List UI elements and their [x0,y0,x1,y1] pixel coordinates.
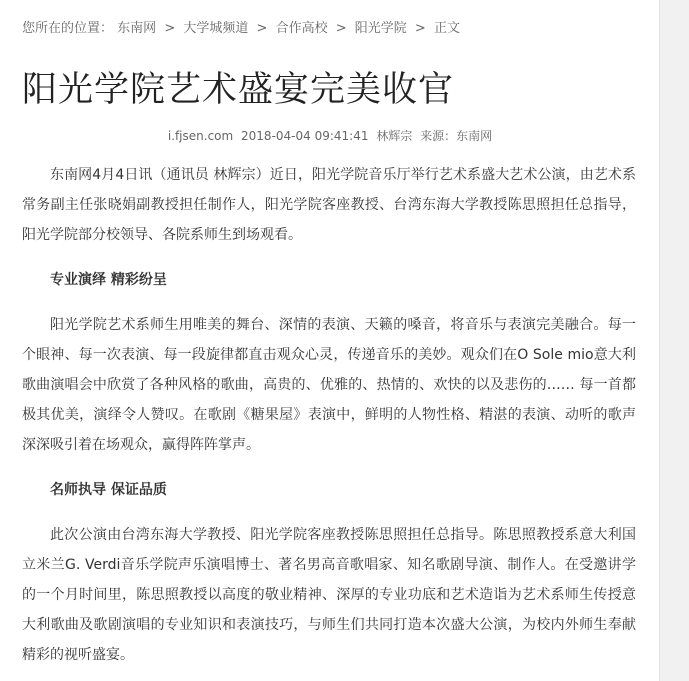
breadcrumb-separator: > [414,21,426,36]
meta-source-label: 来源： [420,129,457,143]
article-paragraph: 此次公演由台湾东海大学教授、阳光学院客座教授陈思照担任总指导。陈思照教授系意大利国立米兰G. Verdi音乐学院声乐演唱博士、著名男高音歌唱家、知名歌剧导演、制作人。在受邀讲学的一个月时间里，陈思照教授以高度的敬业精神、深厚的专业功底和艺术造诣为艺术系师生传授意大利歌曲及歌剧演唱的专业知识和表演技巧，与师生们共同打造本次盛大公演，为校内外师生奉献精彩的视听盛宴。 [22,527,636,663]
breadcrumb-current: 正文 [433,21,460,36]
vertical-scrollbar[interactable] [659,0,689,681]
article-body [22,160,636,670]
breadcrumb-prefix: 您所在的位置： [22,21,114,36]
breadcrumb-link-university-channel[interactable]: 大学城频道 [183,21,249,36]
meta-datetime: 2018-04-04 09:41:41 [241,129,369,143]
article-subheading: 名师执导 保证品质 [50,482,167,498]
meta-source: 东南网 [456,129,493,143]
breadcrumb-separator: > [335,21,347,36]
article-paragraph: 东南网4月4日讯（通讯员 林辉宗）近日，阳光学院音乐厅举行艺术系盛大艺术公演，由艺术系常务副主任张晓娟副教授担任制作人，阳光学院客座教授、台湾东海大学教授陈思照担任总指导，阳光学院部分校领导、各院系师生到场观看。 [22,167,636,243]
article-paragraph: 阳光学院艺术系师生用唯美的舞台、深情的表演、天籁的嗓音，将音乐与表演完美融合。每一个眼神、每一次表演、每一段旋律都直击观众心灵，传递音乐的美妙。观众们在O Sole mio意大利歌曲演唱会中欣赏了各种风格的歌曲，高贵的、优雅的、热情的、欢快的以及悲伤的…… 每一首都极其优美，演绎令人赞叹。在歌剧《糖果屋》表演中，鲜明的人物性格、精湛的表演、动听的歌声深深吸引着在场观众，赢得阵阵掌声。 [22,317,636,453]
article-subheading: 专业演绎 精彩纷呈 [50,272,167,288]
breadcrumb-link-yango-college[interactable]: 阳光学院 [354,21,407,36]
article-meta [0,127,660,144]
meta-author: 林辉宗 [376,129,413,143]
article-title: 阳光学院艺术盛宴完美收官 [22,70,455,110]
breadcrumb-link-partner-colleges[interactable]: 合作高校 [275,21,328,36]
breadcrumb-link-dongnanwang[interactable]: 东南网 [117,21,157,36]
meta-site: i.fjsen.com [167,129,234,143]
breadcrumb [22,17,460,36]
breadcrumb-separator: > [164,21,176,36]
breadcrumb-separator: > [256,21,268,36]
